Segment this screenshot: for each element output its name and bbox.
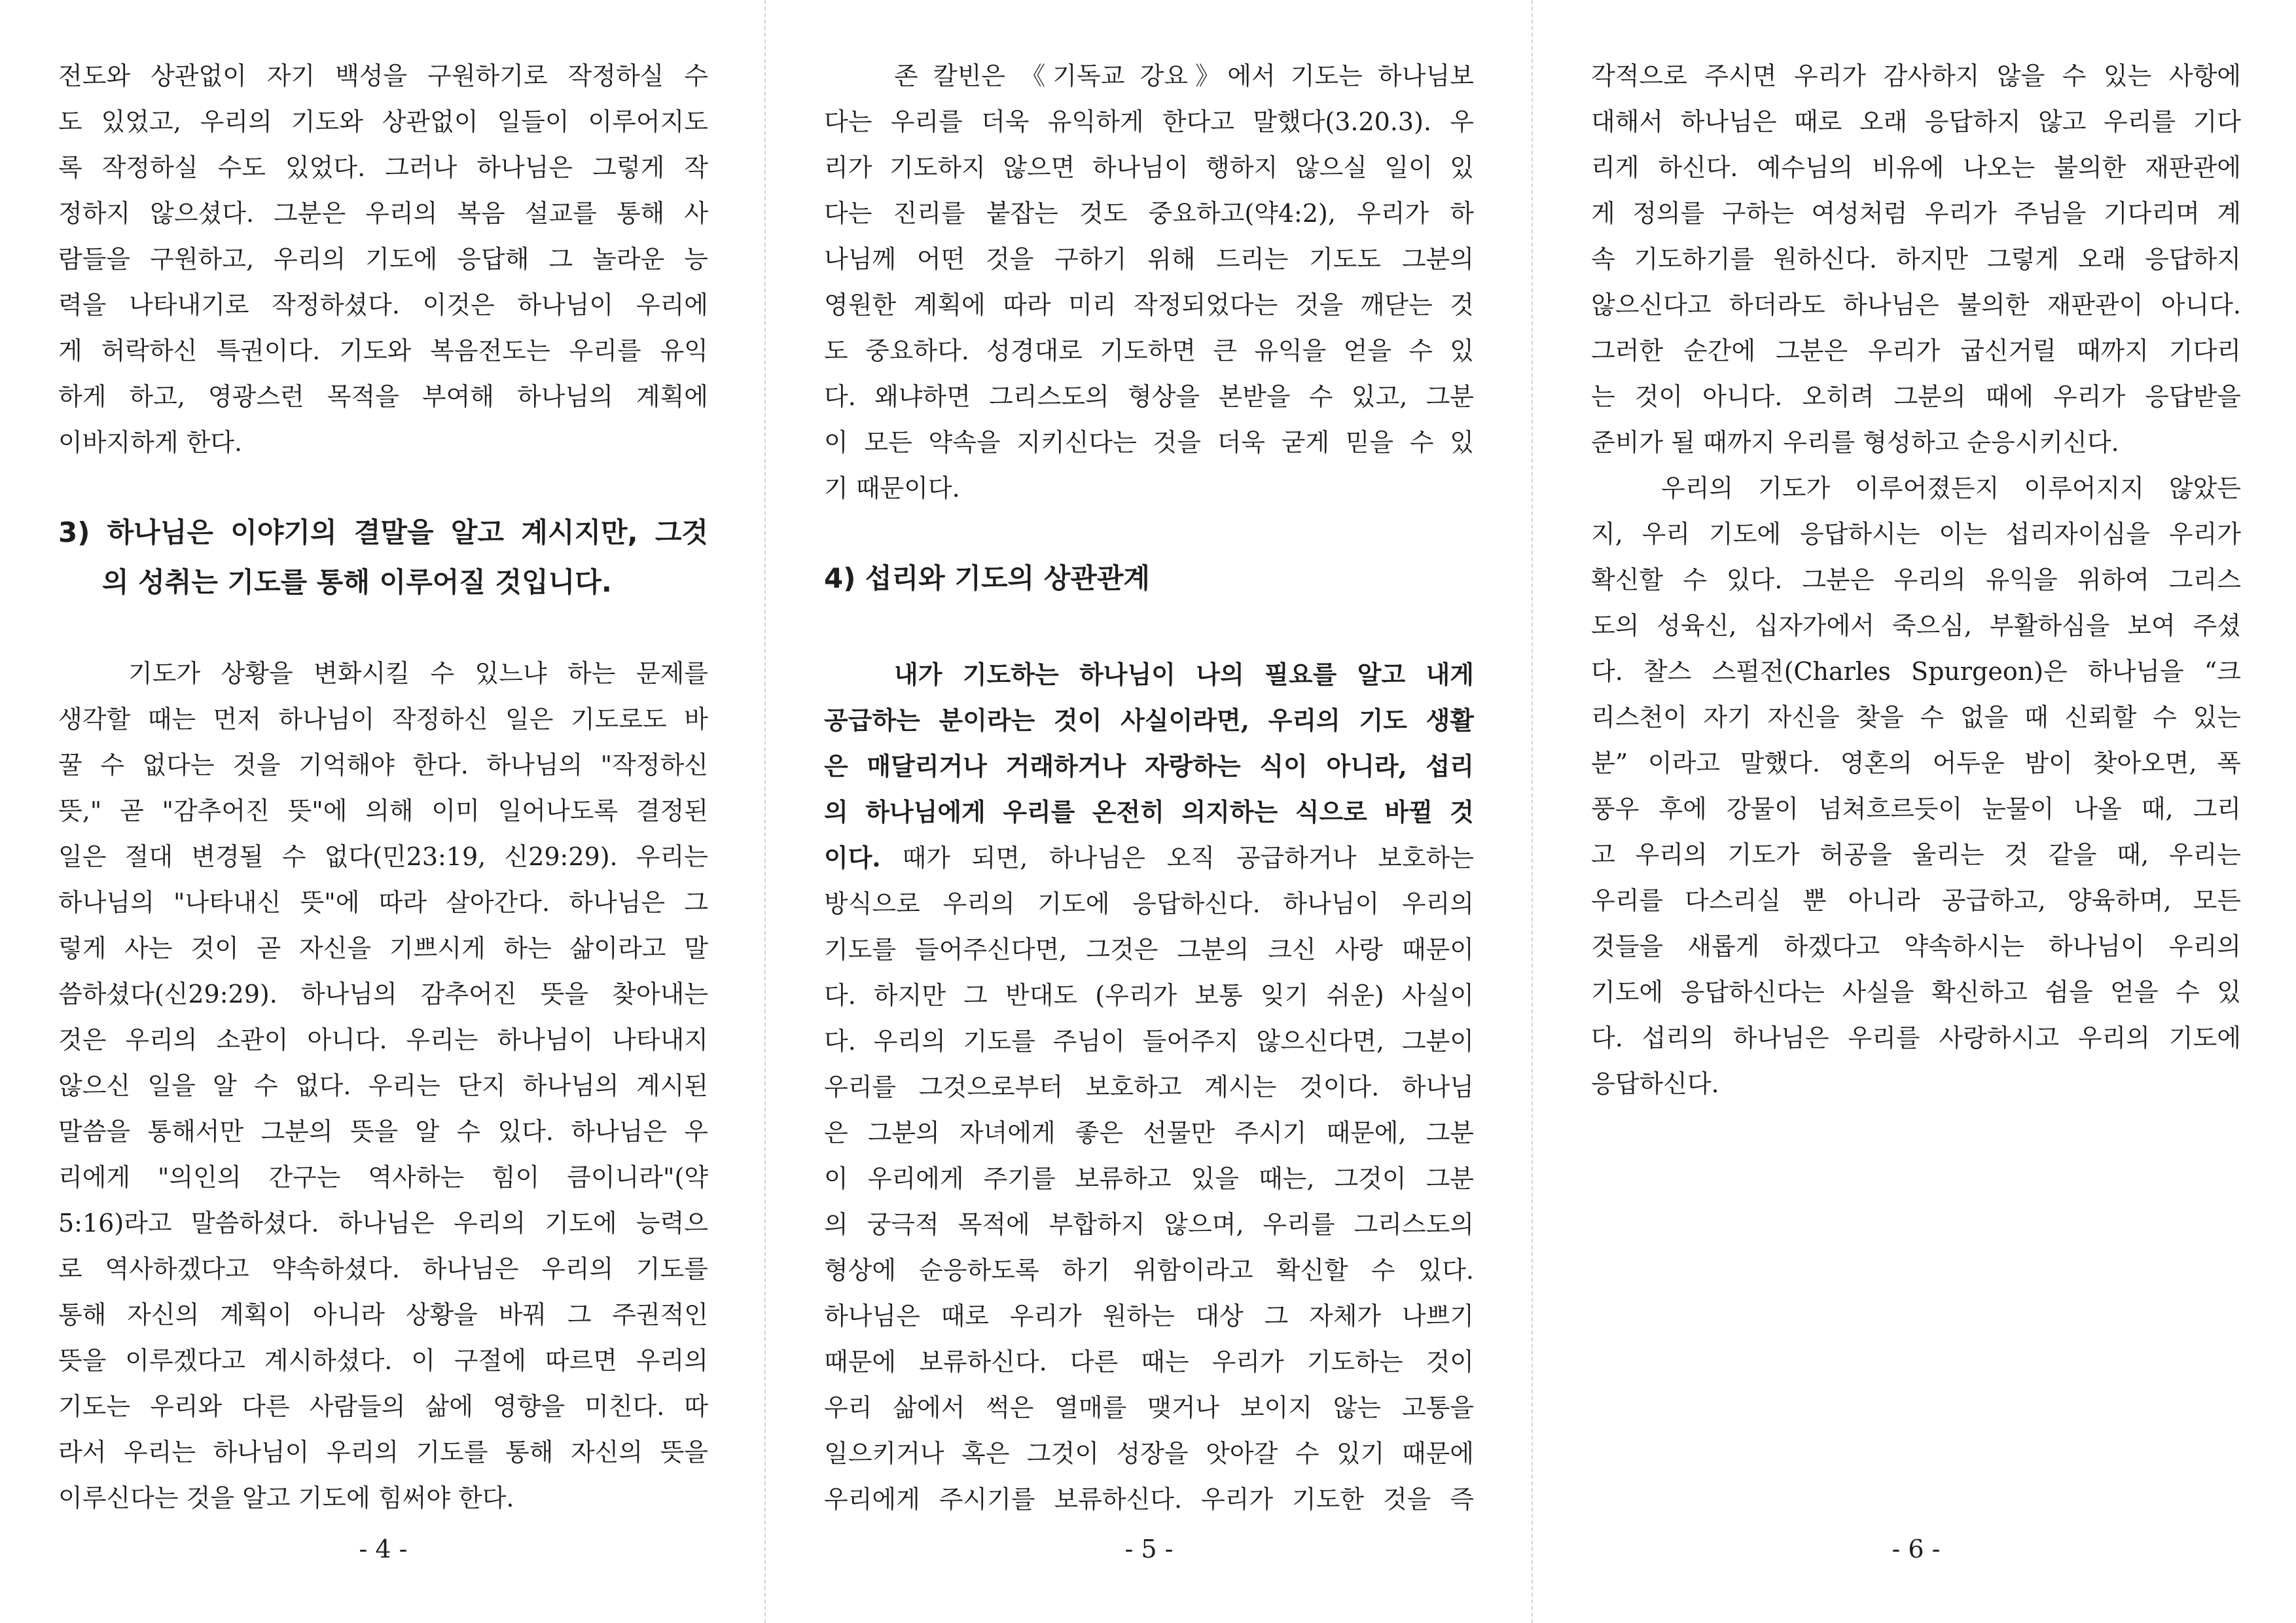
text-line: 리가 기도하지 않으면 하나님이 행하지 않으실 일이 있 bbox=[824, 153, 1474, 182]
text-line: 속 기도하기를 원하신다. 하지만 그렇게 오래 응답하지 bbox=[1591, 245, 2241, 274]
text-line: 하나님의 "나타내신 뜻"에 따라 살아간다. 하나님은 그 bbox=[58, 888, 708, 917]
text-line: 씀하셨다(신29:29). 하나님의 감추어진 뜻을 찾아내는 bbox=[58, 980, 708, 1008]
paragraph bbox=[1591, 465, 2241, 1107]
text-line-bold: 내가 기도하는 하나님이 나의 필요를 알고 내게 bbox=[894, 660, 1474, 689]
text-line: 방식으로 우리의 기도에 응답하신다. 하나님이 우리의 bbox=[824, 889, 1474, 918]
text-line: 일으키거나 혹은 그것이 성장을 앗아갈 수 있기 때문에 bbox=[824, 1439, 1474, 1468]
text-line: 확신할 수 있다. 그분은 우리의 유익을 위하여 그리스 bbox=[1591, 565, 2241, 594]
page-number: - 5 - bbox=[1124, 1535, 1174, 1563]
text-line: 우리 삶에서 썩은 열매를 맺거나 보이지 않는 고통을 bbox=[824, 1393, 1474, 1422]
text-line: 뜻을 이루겠다고 계시하셨다. 이 구절에 따르면 우리의 bbox=[58, 1346, 708, 1375]
text-line: 력을 나타내기로 작정하셨다. 이것은 하나님이 우리에 bbox=[58, 291, 708, 319]
text-line: 통해 자신의 계획이 아니라 상황을 바꿔 그 주권적인 bbox=[58, 1300, 708, 1329]
text-line: 게 허락하신 특권이다. 기도와 복음전도는 우리를 유익 bbox=[58, 336, 708, 365]
text-line: 형상에 순응하도록 하기 위함이라고 확신할 수 있다. bbox=[824, 1256, 1474, 1285]
page-5 bbox=[824, 0, 1474, 1623]
text-line: 일은 절대 변경될 수 없다(민23:19, 신29:29). 우리는 bbox=[58, 842, 708, 871]
text-line: 우리를 그것으로부터 보호하고 계시는 것이다. 하나님 bbox=[824, 1073, 1474, 1101]
text-line: 기도에 응답하신다는 사실을 확신하고 쉼을 얻을 수 있 bbox=[1591, 978, 2241, 1007]
text-line: 말씀을 통해서만 그분의 뜻을 알 수 있다. 하나님은 우 bbox=[58, 1117, 708, 1146]
bold-text: 이다. bbox=[824, 843, 881, 872]
text-line: 라서 우리는 하나님이 우리의 기도를 통해 자신의 뜻을 bbox=[58, 1438, 708, 1467]
paragraph bbox=[58, 53, 708, 465]
text-line: 도 있었고, 우리의 기도와 상관없이 일들이 이루어지도 bbox=[58, 107, 708, 136]
text-line: 대해서 하나님은 때로 오래 응답하지 않고 우리를 기다 bbox=[1591, 107, 2241, 136]
page-number: - 4 - bbox=[359, 1535, 408, 1563]
text-line: 나님께 어떤 것을 구하기 위해 드리는 기도도 그분의 bbox=[824, 245, 1474, 274]
text-line: 준비가 될 때까지 우리를 형성하고 순응시키신다. bbox=[1591, 428, 2119, 457]
heading-line: 3) 하나님은 이야기의 결말을 알고 계시지만, 그것 bbox=[58, 516, 708, 548]
text-line: 우리의 기도가 이루어졌든지 이루어지지 않았든 bbox=[1661, 474, 2241, 503]
text-line: 응답하신다. bbox=[1591, 1069, 1719, 1098]
text-line: 우리를 다스리실 뿐 아니라 공급하고, 양육하며, 모든 bbox=[1591, 886, 2241, 915]
text-line: 이루신다는 것을 알고 기도에 힘써야 한다. bbox=[58, 1484, 514, 1512]
text-line: 람들을 구원하고, 우리의 기도에 응답해 그 놀라운 능 bbox=[58, 245, 708, 274]
text-line: 은 그분의 자녀에게 좋은 선물만 주시기 때문에, 그분 bbox=[824, 1118, 1474, 1147]
page-divider bbox=[1532, 0, 1533, 1623]
text-line: 기 때문이다. bbox=[824, 474, 960, 503]
text-line: 생각할 때는 먼저 하나님이 작정하신 일은 기도로도 바 bbox=[58, 705, 708, 734]
paragraph bbox=[824, 53, 1474, 511]
text-line: 의 궁극적 목적에 부합하지 않으며, 우리를 그리스도의 bbox=[824, 1210, 1474, 1239]
text-line bbox=[824, 835, 1474, 881]
text-line: 로 역사하겠다고 약속하셨다. 하나님은 우리의 기도를 bbox=[58, 1255, 708, 1283]
text-line: 도 중요하다. 성경대로 기도하면 큰 유익을 얻을 수 있 bbox=[824, 336, 1474, 365]
text-line: 정하지 않으셨다. 그분은 우리의 복음 설교를 통해 사 bbox=[58, 199, 708, 228]
text-line: 다. 하지만 그 반대도 (우리가 보통 잊기 쉬운) 사실이 bbox=[824, 981, 1474, 1010]
text-line: 기도가 상황을 변화시킬 수 있느냐 하는 문제를 bbox=[128, 659, 708, 688]
text-line: 우리에게 주시기를 보류하신다. 우리가 기도한 것을 즉 bbox=[824, 1485, 1474, 1514]
text-line: 고 우리의 기도가 허공을 울리는 것 같을 때, 우리는 bbox=[1591, 840, 2241, 869]
text-line: 전도와 상관없이 자기 백성을 구원하기로 작정하실 수 bbox=[58, 62, 708, 90]
text-line: 다. 찰스 스펄전(Charles Spurgeon)은 하나님을 “크 bbox=[1591, 657, 2241, 686]
text-line: 게 정의를 구하는 여성처럼 우리가 주님을 기다리며 계 bbox=[1591, 199, 2241, 228]
text-line: 다. 섭리의 하나님은 우리를 사랑하시고 우리의 기도에 bbox=[1591, 1024, 2241, 1052]
text-line: 리게 하신다. 예수님의 비유에 나오는 불의한 재판관에 bbox=[1591, 153, 2241, 182]
text-line: 도의 성육신, 십자가에서 죽으심, 부활하심을 보여 주셨 bbox=[1591, 611, 2241, 640]
text-line: 이 우리에게 주기를 보류하고 있을 때는, 그것이 그분 bbox=[824, 1164, 1474, 1193]
text-line: 것은 우리의 소관이 아니다. 우리는 하나님이 나타내지 bbox=[58, 1026, 708, 1054]
text-line: 뜻," 곧 "감추어진 뜻"에 의해 이미 일어나도록 결정된 bbox=[58, 796, 708, 825]
text-line-bold: 공급하는 분이라는 것이 사실이라면, 우리의 기도 생활 bbox=[824, 705, 1474, 735]
text-line: 이 모든 약속을 지키신다는 것을 더욱 굳게 믿을 수 있 bbox=[824, 428, 1474, 457]
page-number: - 6 - bbox=[1892, 1535, 1941, 1563]
section-heading bbox=[58, 508, 708, 607]
text-line: 다. 왜냐하면 그리스도의 형상을 본받을 수 있고, 그분 bbox=[824, 382, 1474, 411]
text-line: 다. 우리의 기도를 주님이 들어주지 않으신다면, 그분이 bbox=[824, 1027, 1474, 1056]
paragraph bbox=[58, 651, 708, 1521]
text-line: 않으신 일을 알 수 없다. 우리는 단지 하나님의 계시된 bbox=[58, 1071, 708, 1100]
text-line: 리에게 "의인의 간구는 역사하는 힘이 큼이니라"(약 bbox=[58, 1163, 708, 1192]
text-line: 꿀 수 없다는 것을 기억해야 한다. 하나님의 "작정하신 bbox=[58, 751, 708, 779]
text-line-bold: 의 하나님에게 우리를 온전히 의지하는 식으로 바뀔 것 bbox=[824, 797, 1474, 827]
text-line: 각적으로 주시면 우리가 감사하지 않을 수 있는 사항에 bbox=[1591, 62, 2241, 90]
text-line: 렇게 사는 것이 곧 자신을 기쁘시게 하는 삶이라고 말 bbox=[58, 934, 708, 963]
text-line: 5:16)라고 말씀하셨다. 하나님은 우리의 기도에 능력으 bbox=[58, 1209, 708, 1238]
text-line: 것들을 새롭게 하겠다고 약속하시는 하나님이 우리의 bbox=[1591, 932, 2241, 961]
text-line: 때문에 보류하신다. 다른 때는 우리가 기도하는 것이 bbox=[824, 1347, 1474, 1376]
paragraph bbox=[1591, 53, 2241, 465]
text-line: 풍우 후에 강물이 넘쳐흐르듯이 눈물이 나올 때, 그리 bbox=[1591, 794, 2241, 823]
page-6 bbox=[1591, 0, 2241, 1623]
text-line: 하나님은 때로 우리가 원하는 대상 그 자체가 나쁘기 bbox=[824, 1302, 1474, 1330]
text-line: 않으신다고 하더라도 하나님은 불의한 재판관이 아니다. bbox=[1591, 291, 2241, 319]
text-line: 하게 하고, 영광스런 목적을 부여해 하나님의 계획에 bbox=[58, 382, 708, 411]
text-line: 는 것이 아니다. 오히려 그분의 때에 우리가 응답받을 bbox=[1591, 382, 2241, 411]
regular-text: 때가 되면, 하나님은 오직 공급하거나 보호하는 bbox=[902, 844, 1474, 872]
text-line: 그러한 순간에 그분은 우리가 굽신거릴 때까지 기다리 bbox=[1591, 336, 2241, 365]
text-line: 이바지하게 한다. bbox=[58, 428, 243, 457]
text-line: 존 칼빈은 《기독교 강요》에서 기도는 하나님보 bbox=[894, 62, 1474, 90]
text-line: 기도는 우리와 다른 사람들의 삶에 영향을 미친다. 따 bbox=[58, 1392, 708, 1421]
page-4 bbox=[58, 0, 708, 1623]
text-line: 리스천이 자기 자신을 찾을 수 없을 때 신뢰할 수 있는 bbox=[1591, 703, 2241, 732]
text-line: 기도를 들어주신다면, 그것은 그분의 크신 사랑 때문이 bbox=[824, 935, 1474, 964]
text-line: 분” 이라고 말했다. 영혼의 어두운 밤이 찾아오면, 폭 bbox=[1591, 749, 2241, 777]
heading-line: 의 성취는 기도를 통해 이루어질 것입니다. bbox=[102, 566, 612, 598]
text-line: 지, 우리 기도에 응답하시는 이는 섭리자이심을 우리가 bbox=[1591, 520, 2241, 548]
text-line: 영원한 계획에 따라 미리 작정되었다는 것을 깨닫는 것 bbox=[824, 291, 1474, 319]
text-line: 록 작정하실 수도 있었다. 그러나 하나님은 그렇게 작 bbox=[58, 153, 708, 182]
heading-line: 4) 섭리와 기도의 상관관계 bbox=[824, 562, 1151, 594]
paragraph bbox=[824, 652, 1474, 1522]
page-divider bbox=[764, 0, 766, 1623]
text-line: 다는 우리를 더욱 유익하게 한다고 말했다(3.20.3). 우 bbox=[824, 107, 1474, 136]
text-line-bold: 은 매달리거나 거래하거나 자랑하는 식이 아니라, 섭리 bbox=[824, 751, 1474, 781]
text-line: 다는 진리를 붙잡는 것도 중요하고(약4:2), 우리가 하 bbox=[824, 199, 1474, 228]
section-heading bbox=[824, 554, 1474, 603]
